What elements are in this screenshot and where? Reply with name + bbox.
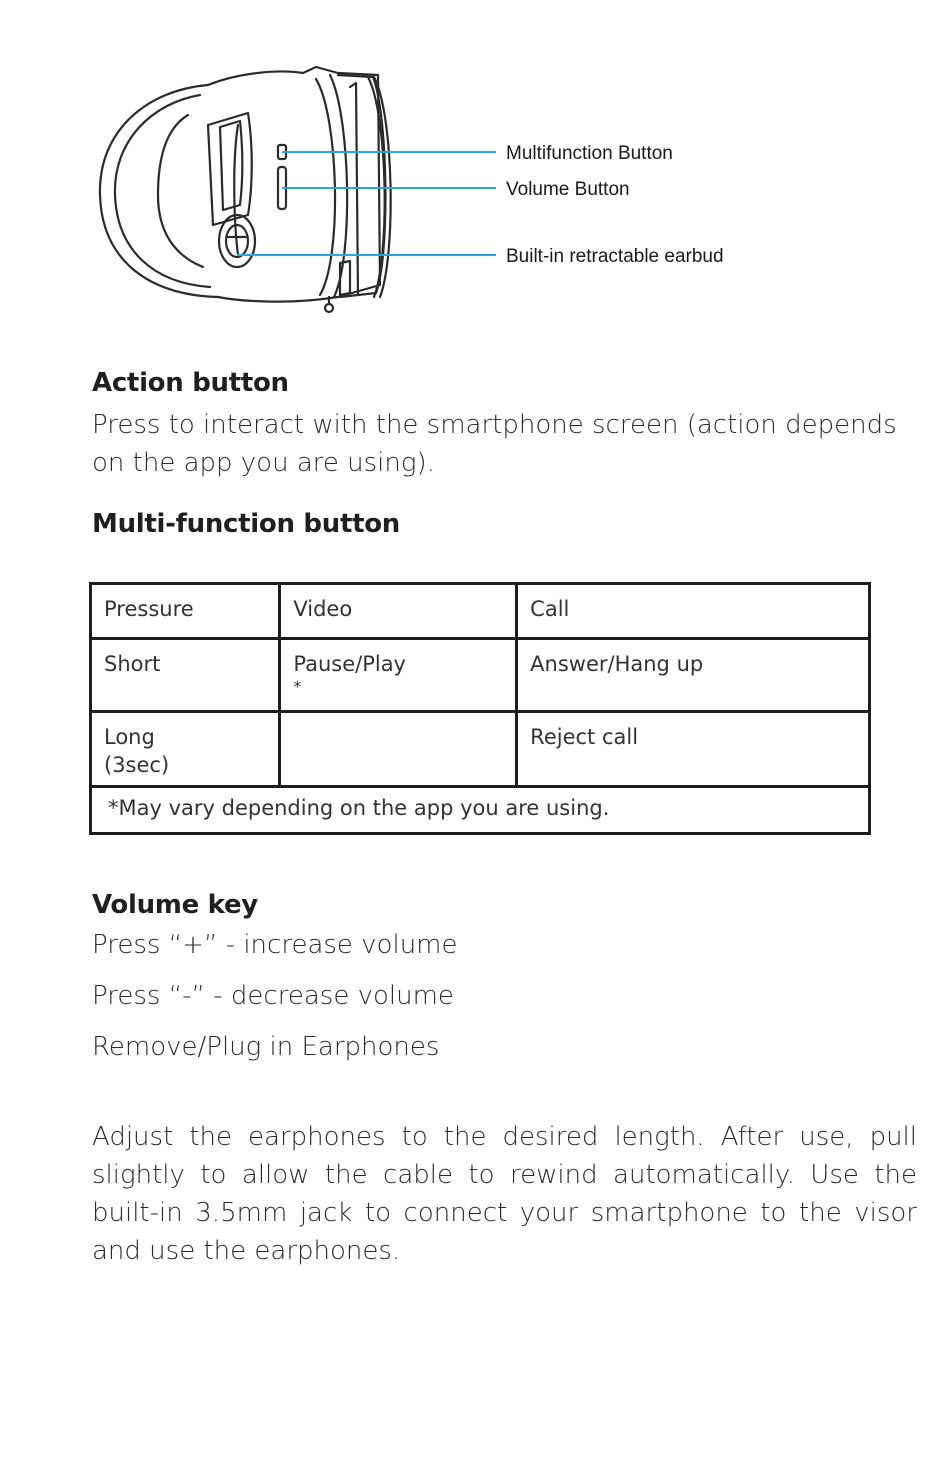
table-cell [280,712,517,787]
table-row [91,787,870,834]
table-cell: Call [517,584,870,639]
volume-heading: Volume key [92,890,258,920]
adjust-text: Adjust the earphones to the desired length. After use, pull slightly to allow the cable to rewind automatically. Use the built-in 3.5mm jack to connect your smartphone to the visor and use the earphones. [92,1122,917,1266]
table-row [91,712,870,787]
cell-sub: (3sec) [104,753,170,777]
table-cell: Answer/Hang up [517,639,870,712]
function-table-wrap [89,582,871,835]
action-heading: Action button [92,368,289,398]
headset-figure [88,55,768,330]
volume-label: Volume Button [506,179,630,200]
multi-heading: Multi-function button [92,509,400,539]
cell-footnote-mark: * [293,677,302,696]
table-cell [91,712,280,787]
table-row [91,584,870,639]
earphones-plug-text: Remove/Plug in Earphones [92,1032,440,1062]
table-cell: Reject call [517,712,870,787]
earbud-label: Built-in retractable earbud [506,246,724,267]
volume-minus-text: Press “-” - decrease volume [92,981,454,1011]
table-row [91,639,870,712]
volume-plus-text: Press “+” - increase volume [92,930,458,960]
table-cell: Pressure [91,584,280,639]
table-cell: Video [280,584,517,639]
table-cell: Short [91,639,280,712]
cell-main: Pause/Play [293,652,406,676]
table-cell [280,639,517,712]
action-text: Press to interact with the smartphone screen (action depends on the app you are using). [92,410,897,478]
function-table [89,582,871,835]
cell-main: Long [104,725,155,749]
vr-headset-illustration [88,55,768,330]
multifunction-label: Multifunction Button [506,143,673,164]
table-note: *May vary depending on the app you are using. [91,787,870,834]
